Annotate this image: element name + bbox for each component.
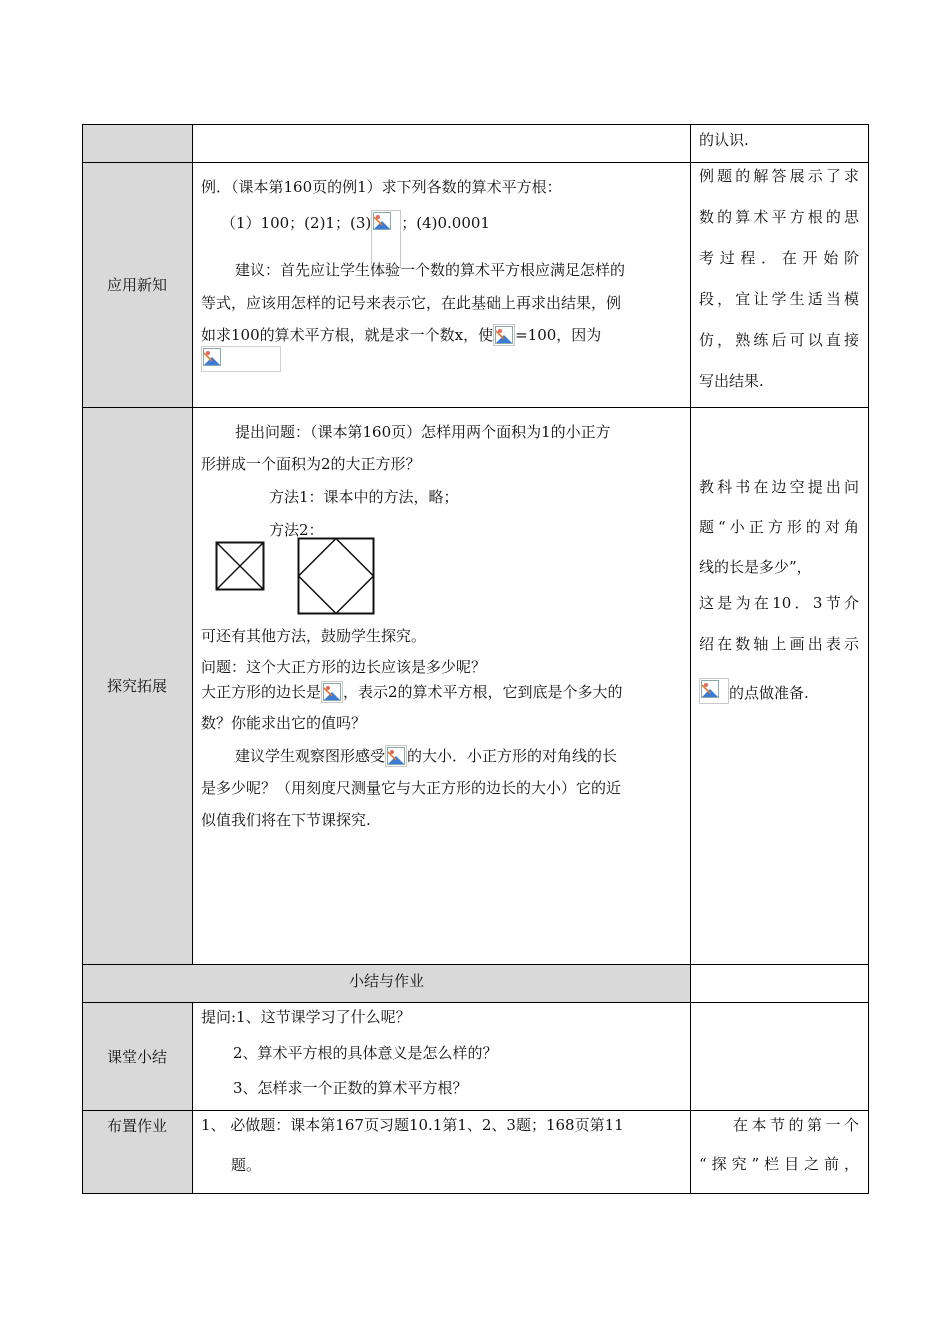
explore-note-2: 题“小正方形的对角 [699,518,859,536]
lesson-plan-table [82,124,869,1194]
homework-line-1: 1、 必做题：课本第167页习题10.1第1、2、3题；168页第11 [201,1116,624,1134]
apply-note-3: 考过程．在开始阶 [699,249,859,267]
homework-note-1: 在本节的第一个 [733,1116,859,1134]
summary-q2: 2、算术平方根的具体意义是怎么样的？ [233,1044,498,1062]
row-label-homework: 布置作业 [106,1116,167,1135]
example-line: 例．（课本第160页的例1）求下列各数的算术平方根： [201,178,562,196]
row1-note-cell [691,124,868,162]
explore-note-1: 教科书在边空提出问 [699,478,859,496]
suggestion-line-3: 如求100的算术平方根，就是求一个数x，使 =100，因为 [201,326,602,344]
formula-image-placeholder [201,346,281,372]
explore-note-4: 这是为在10．3节介 [699,594,859,612]
row-label-apply: 应用新知 [106,276,167,294]
summary-homework-header: 小结与作业 [348,971,424,990]
explore-question-2: 形拼成一个面积为2的大正方形？ [201,455,421,473]
apply-content [193,162,690,407]
side-length-line: 大正方形的边长是 ，表示2的算术平方根，它到底是个多大的 [201,683,623,701]
small-square-diagram [215,541,265,591]
apply-note-2: 数的算术平方根的思 [699,208,859,226]
homework-note [691,1110,868,1193]
summary-q1: 提问:1、这节课学习了什么呢？ [201,1008,411,1026]
explore-note [691,407,868,964]
homework-content [193,1110,690,1193]
homework-note-2: “探究”栏目之前， [699,1155,859,1173]
apply-note-1: 例题的解答展示了求 [699,167,859,185]
row-label-summary: 课堂小结 [106,1047,167,1066]
side-question: 问题：这个大正方形的边长应该是多少呢？ [201,658,487,676]
observe-line-1: 建议学生观察图形感受 的大小．小正方形的对角线的长 [235,747,618,765]
observe-line-2: 是多少呢？（用刻度尺测量它与大正方形的边长的大小）它的近 [201,779,622,797]
explore-note-5: 绍在数轴上画出表示 [699,635,859,653]
suggestion-line-1: 建议：首先应让学生体验一个数的算术平方根应满足怎样的 [235,261,626,279]
apply-note-5: 仿，熟练后可以直接 [699,331,859,349]
method-2: 方法2： [269,521,324,539]
homework-line-2: 题。 [231,1156,262,1174]
suggestion-line-2: 等式，应该用怎样的记号来表示它，在此基础上再求出结果，例 [201,294,622,312]
summary-content [193,1002,690,1110]
image-placeholder-icon [493,324,515,346]
example-items: （1）100；(2)1；(3) ；(4)0.0001 [221,210,490,268]
other-methods: 可还有其他方法，鼓励学生探究。 [201,627,427,645]
image-placeholder-icon [201,346,281,372]
explore-note-6: 的点做准备. [699,678,859,704]
observe-line-3: 似值我们将在下节课探究. [201,811,371,829]
method-1: 方法1：课本中的方法，略； [269,488,459,506]
apply-note-4: 段，宜让学生适当模 [699,290,859,308]
image-placeholder-icon [699,678,729,704]
image-placeholder-icon [321,681,343,703]
explore-question-1: 提出问题：（课本第160页）怎样用两个面积为1的小正方 [235,423,611,441]
explore-content [193,407,690,964]
row-label-explore: 探究拓展 [106,677,167,695]
apply-note-6: 写出结果. [699,372,764,390]
side-length-line-2: 数？你能求出它的值吗？ [201,714,367,732]
apply-note [691,162,868,407]
row1-note: 的认识. [699,131,749,149]
summary-q3: 3、怎样求一个正数的算术平方根？ [233,1079,468,1097]
explore-note-3: 线的长是多少”， [699,558,812,576]
large-square-diagram [297,537,375,615]
image-placeholder-icon [385,745,407,767]
